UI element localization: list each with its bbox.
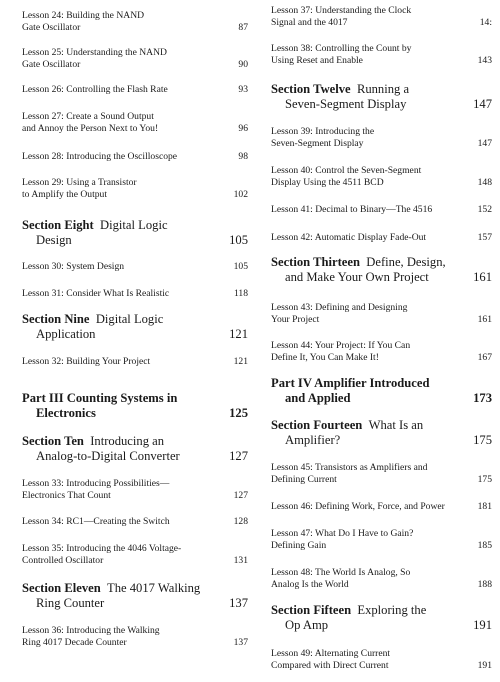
toc-entry-title [22,261,132,273]
section-label: Section Nine [22,312,90,326]
page-number: 148 [477,176,492,188]
toc-entry-title [22,434,188,464]
section-label: Section Twelve [271,82,351,96]
page-number: 191 [477,659,492,671]
page-number: 185 [477,539,492,551]
toc-title-line: Lesson 31: Consider What Is Realistic [22,288,170,299]
toc-entry-title [271,43,419,66]
page-number: 87 [238,21,248,33]
toc-title-line: Lesson 30: System Design [22,261,125,272]
section-title-line: Design [36,233,72,247]
toc-entry-lesson [271,232,492,244]
page-number: 161 [473,270,492,284]
page-number: 127 [233,489,248,501]
page-number: 105 [233,261,248,272]
section-title-line: Amplifier? [285,433,341,447]
toc-entry-lesson [271,501,492,513]
toc-entry-section [22,434,248,464]
page-number: 161 [477,313,492,325]
toc-entry-title [22,312,171,342]
section-title-line: Define, Design, [366,255,446,269]
toc-title-line: and Annoy the Person Next to You! [22,122,159,134]
toc-entry-lesson [271,165,492,188]
toc-entry-section [271,418,492,448]
section-label: Section Fifteen [271,603,352,617]
section-title-line: Seven-Segment Display [285,97,407,111]
toc-entry-title [271,567,418,590]
toc-entry-lesson [271,340,492,363]
page-number: 93 [238,84,248,95]
section-title-line: Op Amp [285,618,329,632]
page-number: 121 [233,356,248,367]
page-number: 127 [229,449,248,463]
page-number: 175 [477,473,492,485]
toc-entry-lesson [22,47,248,70]
toc-entry-title [22,177,145,200]
toc-entry-title [271,528,421,551]
toc-title-line: Gate Oscillator [22,21,81,33]
page-number: 147 [477,137,492,149]
page-number: 152 [477,204,492,215]
toc-title-line: Ring 4017 Decade Counter [22,636,127,648]
toc-entry-lesson [22,84,248,96]
toc-entry-lesson [271,5,492,28]
toc-title-line: Lesson 48: The World Is Analog, So [271,567,411,578]
toc-entry-section [22,218,248,248]
toc-title-line: Lesson 37: Understanding the Clock [271,5,412,16]
toc-title-line: Lesson 26: Controlling the Flash Rate [22,84,168,95]
toc-entry-lesson [22,478,248,501]
toc-entry-lesson [22,261,248,273]
toc-title-line: Gate Oscillator [22,58,81,70]
toc-title-line: Lesson 40: Control the Seven-Segment [271,165,422,176]
page-number: 157 [477,232,492,243]
section-title-line: Ring Counter [36,596,105,610]
toc-entry-section [271,82,492,112]
toc-title-line: Lesson 28: Introducing the Oscilloscope [22,151,178,162]
toc-entry-title [22,288,177,300]
toc-entry-lesson [22,516,248,528]
toc-entry-part [271,376,492,406]
toc-title-line: to Amplify the Output [22,188,108,200]
toc-title-line: Part IV Amplifier Introduced [271,376,430,390]
toc-entry-section [22,581,248,611]
toc-entry-title [271,603,434,633]
toc-entry-section [271,603,492,633]
toc-title-line: Defining Gain [271,539,327,551]
toc-title-line: Lesson 32: Building Your Project [22,356,151,367]
toc-entry-lesson [271,567,492,590]
toc-entry-title [22,543,189,566]
section-label: Section Ten [22,434,84,448]
page-number: 102 [233,188,248,200]
toc-entry-lesson [271,204,492,216]
toc-entry-lesson [22,356,248,368]
page-number: 137 [229,596,248,610]
section-title-line: Digital Logic [100,218,168,232]
toc-entry-title [22,625,168,648]
toc-title-line: Lesson 38: Controlling the Count by [271,43,412,54]
toc-title-line: Lesson 29: Using a Transistor [22,177,137,188]
page-number: 181 [477,501,492,512]
section-title-line: Application [36,327,96,341]
toc-title-line: Lesson 45: Transistors as Amplifiers and [271,462,428,473]
section-title-line: Exploring the [357,603,427,617]
page-number: 14: [479,16,492,28]
toc-title-line: Your Project [271,313,320,325]
toc-title-line: and Applied [285,391,351,405]
toc-entry-lesson [271,462,492,485]
toc-title-line: Lesson 41: Decimal to Binary—The 4516 [271,204,433,215]
toc-title-line: Lesson 33: Introducing Possibilities— [22,478,170,489]
toc-entry-lesson [271,528,492,551]
toc-entry-lesson [271,648,492,671]
section-label: Section Fourteen [271,418,363,432]
toc-entry-title [22,10,152,33]
toc-entry-title [22,478,177,501]
toc-entry-lesson [22,543,248,566]
section-title-line: The 4017 Walking [107,581,201,595]
page-number: 175 [473,433,492,447]
toc-entry-title [22,581,208,611]
toc-title-line: Using Reset and Enable [271,54,363,66]
page-number: 173 [473,391,492,405]
page-number: 128 [233,516,248,527]
toc-entry-lesson [22,177,248,200]
toc-entry-title [22,391,185,421]
toc-title-line: Lesson 49: Alternating Current [271,648,391,659]
toc-title-line: Lesson 43: Defining and Designing [271,302,408,313]
toc-title-line: Compared with Direct Current [271,659,389,671]
toc-title-line: Signal and the 4017 [271,16,348,28]
page-number: 96 [238,122,248,134]
toc-title-line: Lesson 46: Defining Work, Force, and Power [271,501,445,512]
toc-title-line: Electronics That Count [22,489,111,501]
section-label: Section Eleven [22,581,101,595]
toc-entry-title [271,648,398,671]
toc-entry-title [22,111,166,134]
toc-entry-title [271,255,454,285]
toc-entry-title [271,376,437,406]
page-number: 121 [229,327,248,341]
page-number: 147 [473,97,492,111]
toc-entry-title [22,218,176,248]
toc-title-line: Display Using the 4511 BCD [271,176,384,188]
toc-title-line: Part III Counting Systems in [22,391,178,405]
toc-entry-section [271,255,492,285]
toc-title-line: Lesson 25: Understanding the NAND [22,47,167,58]
toc-entry-title [271,165,429,188]
section-title-line: Digital Logic [95,312,164,326]
toc-entry-title [271,418,431,448]
page-number: 188 [477,578,492,590]
page-number: 137 [233,636,248,648]
page-number: 131 [233,554,248,566]
toc-entry-title [22,151,185,163]
page-number: 90 [238,58,248,70]
page-number: 98 [238,151,248,162]
toc-entry-lesson [271,302,492,325]
toc-title-line: Lesson 36: Introducing the Walking [22,625,160,636]
toc-entry-title [22,516,178,528]
page-number: 105 [229,233,248,247]
toc-entry-lesson [271,126,492,149]
toc-entry-title [271,340,418,363]
toc-entry-title [271,5,419,28]
toc-entry-title [271,82,417,112]
page-number: 143 [477,54,492,66]
section-title-line: What Is an [368,418,424,432]
page-number: 118 [233,288,248,299]
toc-entry-title [271,462,435,485]
toc-title-line: Lesson 42: Automatic Display Fade-Out [271,232,427,243]
page-number: 191 [473,618,492,632]
toc-title-line: Defining Current [271,473,337,485]
toc-title-line: Analog Is the World [271,578,349,590]
section-title-line: Analog-to-Digital Converter [36,449,180,463]
toc-entry-title [22,356,158,368]
section-title-line: and Make Your Own Project [285,270,429,284]
toc-entry-title [271,232,434,244]
toc-title-line: Electronics [36,406,96,420]
section-title-line: Introducing an [90,434,165,448]
toc-title-line: Lesson 47: What Do I Have to Gain? [271,528,414,539]
toc-title-line: Define It, You Can Make It! [271,351,379,363]
section-label: Section Eight [22,218,94,232]
toc-entry-lesson [22,625,248,648]
toc-title-line: Lesson 44: Your Project: If You Can [271,340,411,351]
toc-entry-lesson [22,10,248,33]
section-label: Section Thirteen [271,255,360,269]
page-number: 125 [229,406,248,420]
page-number: 167 [477,351,492,363]
toc-title-line: Controlled Oscillator [22,554,104,566]
toc-entry-part [22,391,248,421]
toc-entry-lesson [22,151,248,163]
section-title-line: Running a [356,82,410,96]
toc-title-line: Seven-Segment Display [271,137,364,149]
toc-entry-lesson [22,111,248,134]
toc-entry-title [22,84,176,96]
toc-entry-section [22,312,248,342]
toc-entry-title [22,47,175,70]
toc-title-line: Lesson 39: Introducing the [271,126,375,137]
toc-entry-title [271,501,453,513]
toc-entry-title [271,204,440,216]
toc-title-line: Lesson 24: Building the NAND [22,10,145,21]
toc-entry-lesson [22,288,248,300]
toc-title-line: Lesson 27: Create a Sound Output [22,111,154,122]
toc-entry-lesson [271,43,492,66]
toc-title-line: Lesson 35: Introducing the 4046 Voltage- [22,543,182,554]
toc-entry-title [271,126,382,149]
toc-title-line: Lesson 34: RC1—Creating the Switch [22,516,170,527]
toc-entry-title [271,302,415,325]
